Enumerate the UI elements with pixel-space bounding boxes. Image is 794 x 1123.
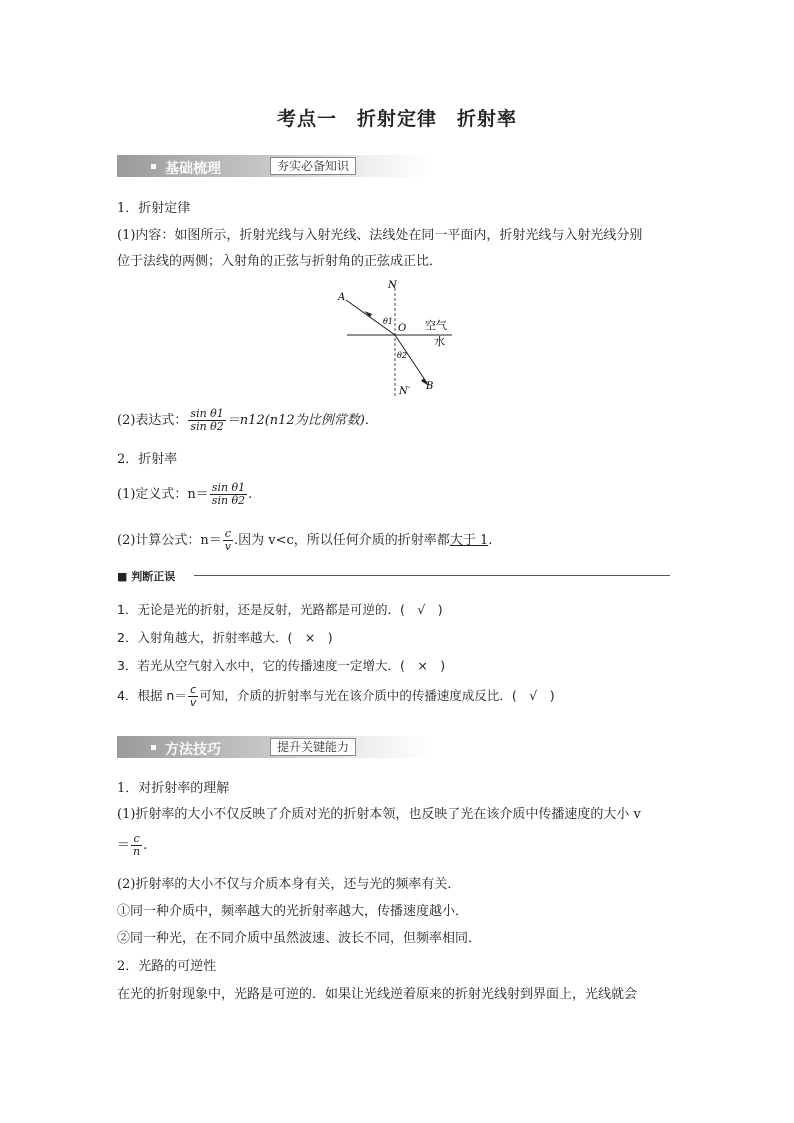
label-A: A [338,292,346,303]
section-tag: 夯实必备知识 [270,157,356,175]
paragraph-m1-c: (2)折射率的大小不仅与介质本身有关，还与光的频率有关． [117,877,461,892]
paragraph-content-line1: (1)内容：如图所示，折射光线与入射光线、法线处在同一平面内，折射光线与入射光线分别 [117,228,643,243]
paragraph-m1-e: ②同一种光，在不同介质中虽然波速、波长不同，但频率相同． [117,931,482,946]
paragraph-content-line2: 位于法线的两侧；入射角的正弦与折射角的正弦成正比． [117,254,443,269]
definition-line: (1)定义式：n＝ $\frac{\text{sin θ1}}{\text{sin θ2}}$ . [117,481,253,507]
label-air: 空气 [425,319,447,332]
calc-underline: 大于 1 [449,533,489,548]
label-N: N [388,280,397,291]
expression-line [117,408,378,433]
paragraph-m1-d: ①同一种介质中，频率越大的光折射率越大，传播速度越小． [117,904,469,919]
label-Nprime: N′ [399,386,411,397]
judge-item-4: 4．根据 n＝ $\frac{c}{v}$ 可知，介质的折射率与光在该介质中的传播速度成反比．( √ ) [117,683,555,709]
calc-fraction: $\frac{c}{v}$ [224,527,232,553]
calculation-line: (2)计算公式：n＝ $\frac{c}{v}$ .因为 v<c，所以任何介质的折射率都大于 1. [117,527,493,553]
paragraph-m1-a: (1)折射率的大小不仅反映了介质对光的折射本领，也反映了光在该介质中传播速度的大小 v [117,807,641,822]
m1-fraction: $\frac{c}{n}$ [133,832,141,858]
label-B: B [426,381,434,392]
heading-reversibility: 2．光路的可逆性 [117,959,217,974]
section-head: 基础梳理 [165,158,221,178]
label-theta2: θ2 [397,351,407,360]
calc-mid: .因为 v<c，所以任何介质的折射率都 [234,533,450,548]
definition-prefix: (1)定义式：n＝ [117,487,209,502]
judge-item-3: 3．若光从空气射入水中，它的传播速度一定增大．( × ) [117,658,446,673]
judge-divider [194,575,670,576]
heading-refraction-law: 1．折射定律 [117,201,191,216]
heading-understanding: 1．对折射率的理解 [117,781,230,796]
refraction-diagram [330,278,470,398]
judge-heading: ■ 判断正误 [117,570,176,583]
section-tag: 提升关键能力 [270,738,356,756]
paragraph-m1-b: ＝ $\frac{c}{n}$ . [117,832,148,858]
judge-item-1: 1．无论是光的折射，还是反射，光路都是可逆的．( √ ) [117,602,443,617]
judge-item4-fraction: $\frac{c}{v}$ [189,683,197,709]
judge-item-2: 2．入射角越大，折射率越大．( × ) [117,630,333,645]
expression-prefix: (2)表达式： [117,413,188,428]
section-banner-basics [117,155,431,177]
label-water: 水 [434,335,445,348]
label-O: O [398,323,407,334]
definition-fraction: $\frac{\text{sin θ1}}{\text{sin θ2}}$ [211,481,246,507]
label-theta1: θ1 [383,317,393,326]
section-head: 方法技巧 [165,739,221,759]
section-banner-methods [117,736,431,758]
expression-rest: ＝n12(n12为比例常数)． [226,413,378,428]
heading-refractive-index: 2．折射率 [117,452,178,467]
page-title: 考点一 折射定律 折射率 [276,108,517,130]
expression-fraction: $\frac{\text{sin θ1}}{\text{sin θ2}}$ [190,407,224,433]
paragraph-m2-a: 在光的折射现象中，光路是可逆的．如果让光线逆着原来的折射光线射到界面上，光线就会 [117,987,638,1002]
calc-prefix: (2)计算公式：n＝ [117,533,222,548]
